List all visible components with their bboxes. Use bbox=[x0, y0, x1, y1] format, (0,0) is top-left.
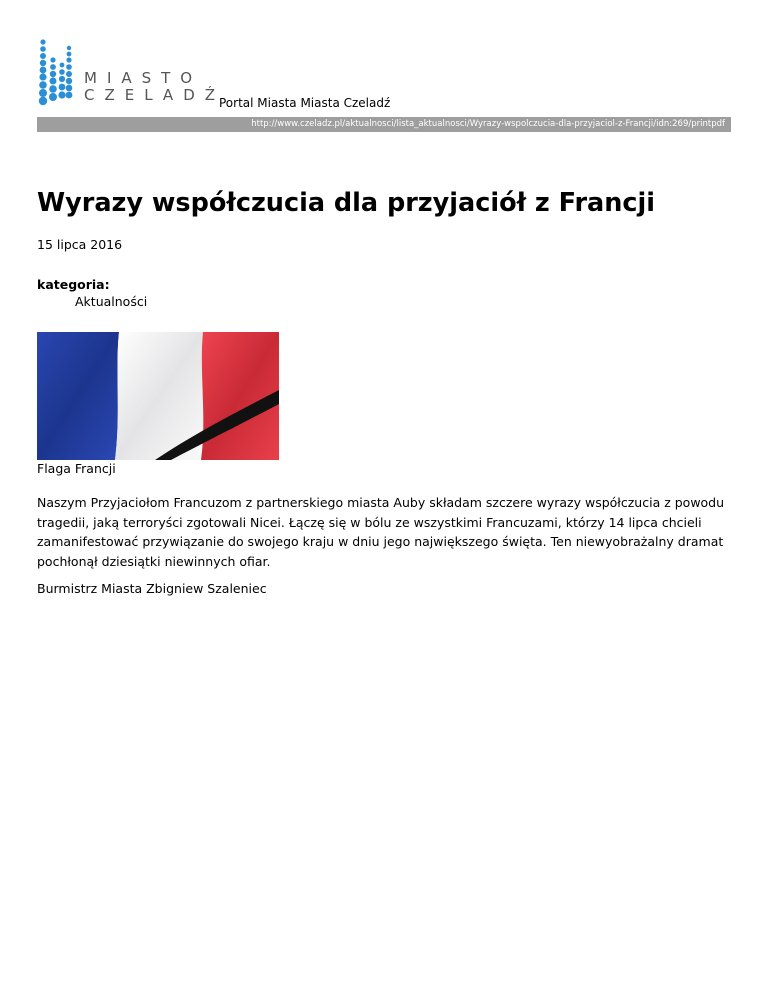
article-signature: Burmistrz Miasta Zbigniew Szaleniec bbox=[37, 581, 267, 596]
logo-word-czeladz: CZELADŹ bbox=[84, 86, 226, 104]
flag-icon bbox=[37, 332, 279, 460]
source-url: http://www.czeladz.pl/aktualnosci/lista_aktualnosci/Wyrazy-wspolczucia-dla-przyjaciol-z-Francji/idn:269/printpdf bbox=[251, 119, 725, 129]
article-date: 15 lipca 2016 bbox=[37, 237, 123, 252]
url-bar bbox=[37, 117, 731, 132]
city-logo bbox=[38, 38, 226, 108]
portal-name: Portal Miasta Miasta Czeladź bbox=[219, 96, 391, 110]
category-label: kategoria: bbox=[37, 277, 110, 292]
logo-word-miasto: MIASTO bbox=[84, 69, 203, 87]
category-value: Aktualności bbox=[75, 294, 148, 309]
logo-dots-icon bbox=[38, 38, 78, 108]
article-body: Naszym Przyjaciołom Francuzom z partnerskiego miasta Auby składam szczere wyrazy współczucia z powodu tragedii, jaką terroryści zgotowali Nicei. Łączę się w bólu ze wszystkimi Francuzami, którzy 14 lipca chcieli zamanifestować przywiązanie do swojego kraju w dniu jego największego święta. Ten niewyobrażalny dramat pochłonął dziesiątki niewinnych ofiar. bbox=[37, 495, 725, 569]
french-flag-image bbox=[37, 332, 279, 460]
image-caption: Flaga Francji bbox=[37, 461, 116, 476]
article-title: Wyrazy współczucia dla przyjaciół z Francji bbox=[37, 188, 655, 218]
